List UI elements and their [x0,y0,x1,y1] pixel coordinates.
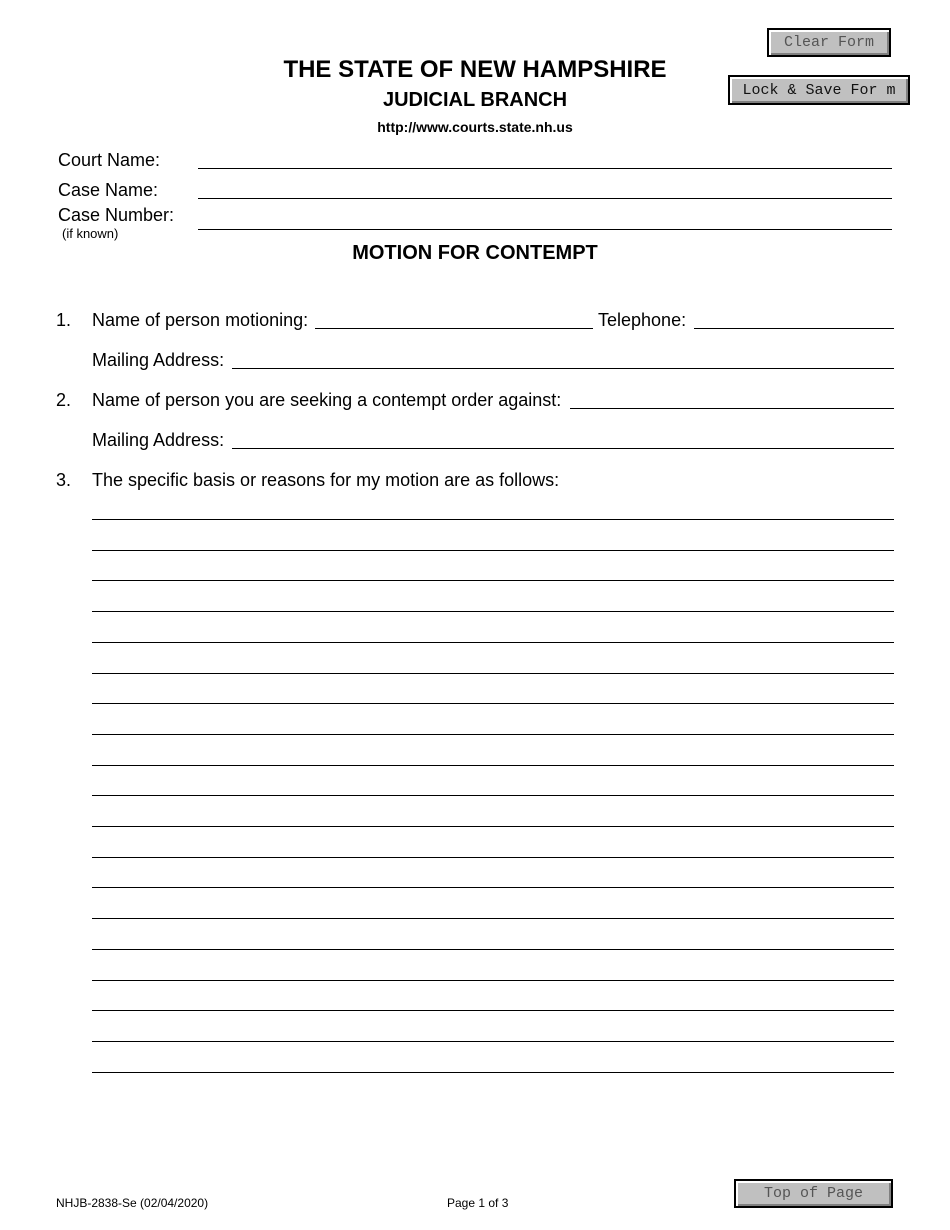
basis-reasons-label: The specific basis or reasons for my motion are as follows: [92,470,560,490]
court-url: http://www.courts.state.nh.us [377,119,573,135]
reason-line[interactable] [92,550,894,551]
mailing-address-label-2: Mailing Address: [92,430,225,450]
clear-form-button[interactable]: Clear Form [767,28,891,57]
reason-line[interactable] [92,611,894,612]
page-title: THE STATE OF NEW HAMPSHIRE [283,56,667,83]
person-motioning-field[interactable] [315,307,593,329]
reason-line[interactable] [92,673,894,674]
page-number: Page 1 of 3 [447,1196,509,1210]
page-subtitle: JUDICIAL BRANCH [382,89,568,111]
reason-line[interactable] [92,734,894,735]
reason-line[interactable] [92,949,894,950]
reason-line[interactable] [92,1041,894,1042]
top-of-page-button[interactable]: Top of Page [734,1179,893,1208]
item-number-1: 1. [56,310,72,330]
telephone-label: Telephone: [598,310,687,330]
lock-save-form-button[interactable]: Lock & Save For m [728,75,910,105]
court-name-label: Court Name: [58,150,161,170]
reason-line[interactable] [92,580,894,581]
contempt-against-field[interactable] [570,387,894,409]
reason-line[interactable] [92,519,894,520]
item-number-2: 2. [56,390,72,410]
item-number-3: 3. [56,470,72,490]
reason-line[interactable] [92,703,894,704]
case-number-label: Case Number: [58,205,175,225]
reason-line[interactable] [92,826,894,827]
case-name-field[interactable] [198,177,892,199]
reason-line[interactable] [92,1072,894,1073]
form-title: MOTION FOR CONTEMPT [352,242,598,264]
case-name-label: Case Name: [58,180,159,200]
case-number-field[interactable] [198,208,892,230]
if-known-note: (if known) [62,226,119,241]
reason-line[interactable] [92,795,894,796]
telephone-field[interactable] [694,307,894,329]
reason-line[interactable] [92,765,894,766]
reason-line[interactable] [92,642,894,643]
reason-line[interactable] [92,980,894,981]
mailing-address-field-1[interactable] [232,347,894,369]
reason-line[interactable] [92,857,894,858]
reason-line[interactable] [92,1010,894,1011]
reason-line[interactable] [92,918,894,919]
mailing-address-label-1: Mailing Address: [92,350,225,370]
reason-line[interactable] [92,887,894,888]
mailing-address-field-2[interactable] [232,427,894,449]
contempt-against-label: Name of person you are seeking a contempt order against: [92,390,562,410]
form-id: NHJB-2838-Se (02/04/2020) [56,1196,209,1210]
person-motioning-label: Name of person motioning: [92,310,309,330]
court-name-field[interactable] [198,147,892,169]
